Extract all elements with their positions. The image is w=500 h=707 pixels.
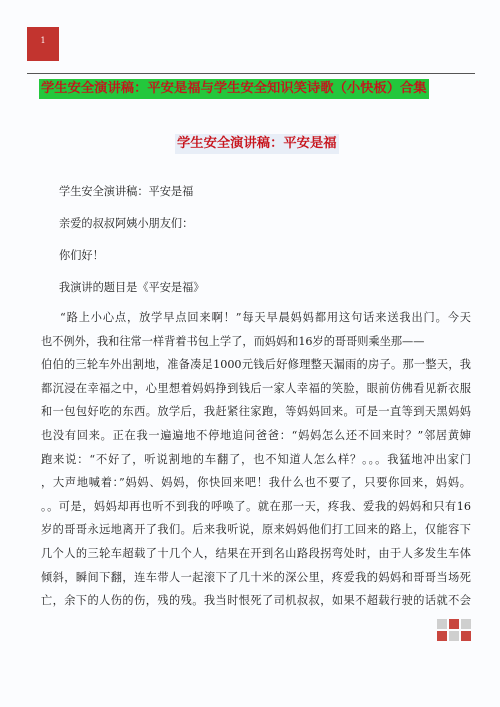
speech-body <box>41 306 471 613</box>
speech-title-line: 学生安全演讲稿：平安是福 <box>59 185 194 198</box>
header-rule <box>27 73 475 74</box>
square-decoration <box>449 631 459 641</box>
section-heading: 学生安全演讲稿：平安是福 <box>175 134 339 154</box>
document-title: 学生安全演讲稿：平安是福与学生安全知识笑诗歌（小快板）合集 <box>39 79 429 99</box>
body-line: 都沉浸在幸福之中，心里想着妈妈挣到钱后一家人幸福的笑脸，眼前仿佛看见新衣服 <box>41 381 471 395</box>
square-decoration <box>449 619 459 629</box>
body-line: 。。可是，妈妈却再也听不到我的呼唤了。就在那一天，疼我、爱我的妈妈和只有16 <box>41 499 471 513</box>
square-decoration <box>461 631 471 641</box>
body-line: ，大声地喊着：”妈妈、妈妈，你快回来吧！我什么也不要了，只要你回来，妈妈。 <box>41 476 471 490</box>
body-line: “路上小心点，放学早点回来啊！”每天早晨妈妈都用这句话来送我出门。今天 <box>60 311 471 324</box>
body-line: 和一包包好吃的东西。放学后，我赶紧往家跑，等妈妈回来。可是一直等到天黑妈妈 <box>41 405 471 419</box>
square-decoration <box>437 631 447 641</box>
body-line: 也没有回来。正在我一遍遍地不停地追问爸爸：“妈妈怎么还不回来时？”邻居黄婶 <box>41 428 471 442</box>
body-line: 伯伯的三轮车外出割地，准备凑足1000元钱后好修理整天漏雨的房子。那一整天，我 <box>41 358 471 372</box>
page-number-badge: 1 <box>27 27 59 61</box>
greeting-line: 亲爱的叔叔阿姨小朋友们： <box>59 217 194 230</box>
body-line: 也不例外，我和往常一样背着书包上学了，而妈妈和16岁的哥哥则乘坐那—— <box>41 334 425 348</box>
body-line: 几个人的三轮车超载了十几个人，结果在开到名山路段拐弯处时，由于人多发生车体 <box>41 546 471 560</box>
hello-line: 你们好！ <box>59 249 104 262</box>
square-decoration <box>461 619 471 629</box>
body-line: 倾斜，瞬间下翻，连车带人一起滚下了几十米的深公里，疼爱我的妈妈和哥哥当场死 <box>41 570 471 584</box>
body-line: 亡，余下的人伤的伤，残的残。我当时恨死了司机叔叔，如果不超载行驶的话就不会 <box>41 594 471 608</box>
body-line: 跑来说：“不好了，听说割地的车翻了，也不知道人怎么样？。。。我猛地冲出家门 <box>41 452 471 466</box>
body-line: 岁的哥哥永远地离开了我们。后来我听说，原来妈妈他们打工回来的路上，仅能容下 <box>41 523 471 537</box>
square-decoration <box>437 619 447 629</box>
topic-line: 我演讲的题目是《平安是福》 <box>59 281 205 294</box>
